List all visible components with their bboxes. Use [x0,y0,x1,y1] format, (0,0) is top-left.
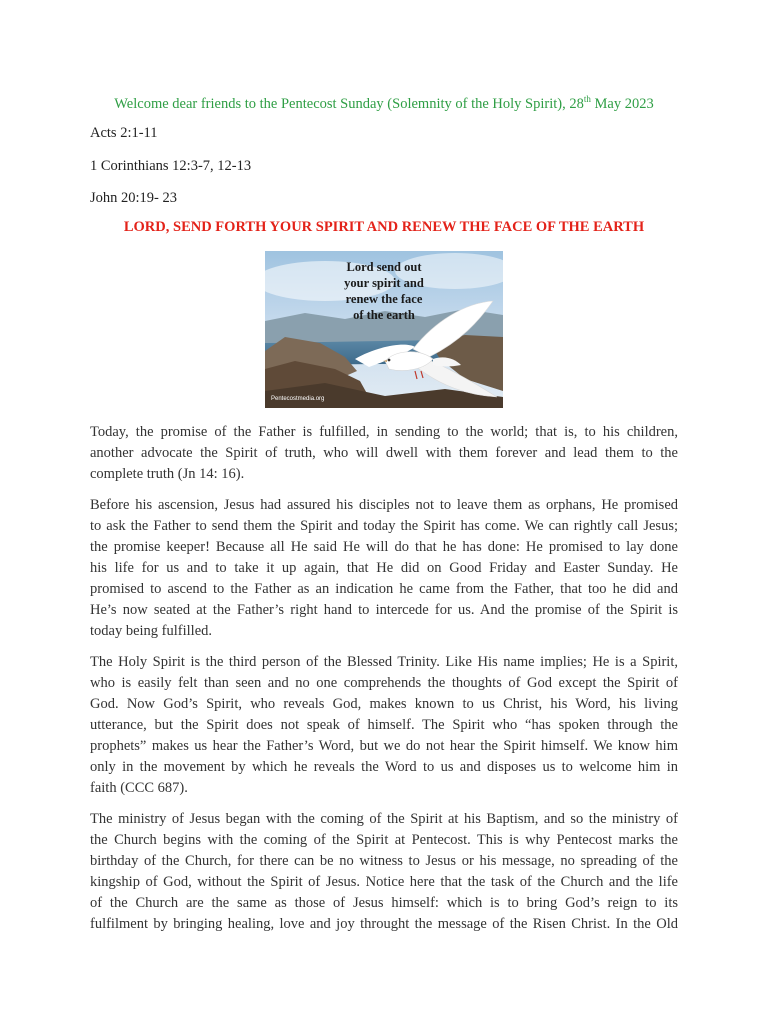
dove-banner-image [265,251,503,408]
reading-first: Acts 2:1-11 [90,125,158,141]
banner-watermark: Pentecostmedia.org [271,396,325,402]
text-line: Before his ascension, Jesus had assured his disciples not to leave them as orphans, He promised [90,497,678,513]
banner-caption [265,259,503,323]
text-line: only in the movement by which he reveals the Word to us and disposes us to welcome him in [90,759,678,775]
welcome-heading [90,94,678,113]
text-line: who is easily felt than seen and no one comprehends the thoughts of God except the Spirit of [90,675,678,691]
text-line: The Holy Spirit is the third person of the Blessed Trinity. Like His name implies; He is a Spirit, [90,654,678,670]
text-line: fulfilment by bringing healing, love and joy throught the message of the Risen Christ. In the Old [90,916,678,932]
text-line: of the Church are the same as those of Jesus himself: which is to bring God’s reign to its [90,895,678,911]
welcome-ordinal-suffix: th [583,94,591,104]
text-line: The ministry of Jesus began with the coming of the Spirit at his Baptism, and so the ministry of [90,811,678,827]
reading-second: 1 Corinthians 12:3-7, 12-13 [90,158,252,174]
text-line: faith (CCC 687). [90,780,188,796]
paragraph-holy-spirit [90,652,678,799]
banner-line: Lord send out [346,260,422,274]
text-line: the promise keeper! Because all He said He will do that he has done: He promised to lay done [90,539,678,555]
psalm-response-headline: LORD, SEND FORTH YOUR SPIRIT AND RENEW THE FACE OF THE EARTH [123,219,645,235]
text-line: his life for us and to take it up again, that He did on Good Friday and Easter Sunday. He [90,560,678,576]
text-line: today being fulfilled. [90,623,213,639]
welcome-text: Welcome dear friends to the Pentecost Sunday (Solemnity of the Holy Spirit), 28 [114,95,584,112]
text-line: another advocate the Spirit of truth, who will dwell with them forever and lead them to the [90,445,678,461]
text-line: God. Now God’s Spirit, who reveals God, makes known to us Christ, his Word, his living [90,696,678,712]
text-line: to ask the Father to send them the Spirit and today the Spirit has come. We can rightly call Jesus; [90,518,678,534]
text-line: utterance, but the Spirit does not speak of himself. The Spirit who “has spoken through the [90,717,678,733]
banner-line: your spirit and [344,276,424,290]
paragraph-promise-keeper [90,495,678,642]
text-line: He’s now seated at the Father’s right hand to intercede for us. And the promise of the Spirit is [90,602,678,618]
text-line: Today, the promise of the Father is fulfilled, in sending to the world; that is, to his children, [90,424,678,440]
welcome-date-tail: May 2023 [590,95,654,112]
text-line: prophets” makes us hear the Father’s Word, but we do not hear the Spirit himself. We know him [90,738,678,754]
banner-line: renew the face [345,292,423,306]
paragraph-ministry-church [90,809,678,935]
text-line: the Church begins with the coming of the Spirit at Pentecost. This is why Pentecost marks the [90,832,678,848]
reading-gospel: John 20:19- 23 [90,190,177,206]
text-line: kingship of God, without the Spirit of Jesus. Notice here that the task of the Church and the life [90,874,678,890]
text-line: promised to ascend to the Father as an indication he came from the Father, that too he did and [90,581,678,597]
text-line: birthday of the Church, for there can be no witness to Jesus or his message, no spreading of the [90,853,678,869]
paragraph-promise-fulfilled [90,422,678,485]
banner-line: of the earth [353,308,415,322]
text-line: complete truth (Jn 14: 16). [90,466,245,482]
